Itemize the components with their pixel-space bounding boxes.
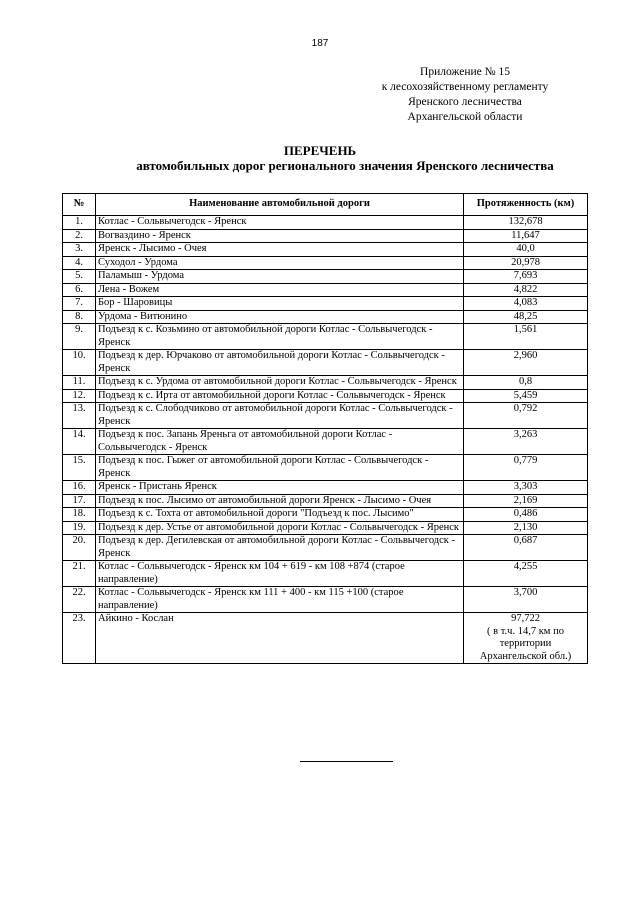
road-length-cell: 5,459 (464, 389, 588, 403)
table-row (63, 535, 588, 561)
road-name: Подъезд к с. Козьмино от автомобильной дороги Котлас - Сольвычегодск - Яренск (96, 324, 464, 350)
row-number: 3. (63, 243, 96, 257)
road-name: Суходол - Урдома (96, 256, 464, 270)
row-number: 16. (63, 481, 96, 495)
row-number: 14. (63, 429, 96, 455)
table-row (63, 310, 588, 324)
road-name: Котлас - Сольвычегодск - Яренск км 111 + 400 - км 115 +100 (старое направление) (96, 587, 464, 613)
road-length-cell: 2,130 (464, 521, 588, 535)
appendix-line: Архангельской области (407, 111, 523, 123)
road-length-cell: 3,700 (464, 587, 588, 613)
table-row (63, 283, 588, 297)
table-row (63, 508, 588, 522)
road-length-cell: 20,978 (464, 256, 588, 270)
table-row (63, 455, 588, 481)
page-number: 187 (311, 38, 329, 49)
appendix-line: Яренского лесничества (408, 96, 522, 108)
road-name: Урдома - Витюнино (96, 310, 464, 324)
road-name: Лена - Вожем (96, 283, 464, 297)
table-row (63, 270, 588, 284)
road-name: Котлас - Сольвычегодск - Яренск км 104 + 619 - км 108 +874 (старое направление) (96, 561, 464, 587)
road-name: Бор - Шаровицы (96, 297, 464, 311)
road-length-cell: 2,169 (464, 494, 588, 508)
road-name: Яренск - Лысимо - Очея (96, 243, 464, 257)
table-row (63, 521, 588, 535)
road-length-cell: 0,486 (464, 508, 588, 522)
row-number: 13. (63, 403, 96, 429)
table-row (63, 613, 588, 664)
road-name: Подъезд к дер. Дегилевская от автомобильной дороги Котлас - Сольвычегодск - Яренск (96, 535, 464, 561)
road-name: Подъезд к с. Ирта от автомобильной дороги Котлас - Сольвычегодск - Яренск (96, 389, 464, 403)
table-body (63, 216, 588, 664)
road-name: Вогваздино - Яренск (96, 229, 464, 243)
appendix-line: к лесохозяйственному регламенту (381, 81, 549, 93)
table-row (63, 216, 588, 230)
table-row (63, 587, 588, 613)
road-name: Яренск - Пристань Яренск (96, 481, 464, 495)
row-number: 18. (63, 508, 96, 522)
road-length-cell: 132,678 (464, 216, 588, 230)
table-row (63, 561, 588, 587)
road-length-cell: 0,8 (464, 376, 588, 390)
row-number: 11. (63, 376, 96, 390)
column-header-road-name: Наименование автомобильной дороги (96, 194, 464, 216)
row-number: 7. (63, 297, 96, 311)
road-length-cell (464, 613, 588, 664)
road-length-note: ( в т.ч. 14,7 км по территории Архангельской обл.) (479, 625, 572, 662)
table-row (63, 297, 588, 311)
row-number: 23. (63, 613, 96, 664)
road-length-cell: 3,303 (464, 481, 588, 495)
column-header-number: № (63, 194, 96, 216)
road-name: Подъезд к пос. Гыжег от автомобильной дороги Котлас - Сольвычегодск - Яренск (96, 455, 464, 481)
row-number: 17. (63, 494, 96, 508)
road-name: Подъезд к пос. Запань Яреньга от автомобильной дороги Котлас - Сольвычегодск - Яренск (96, 429, 464, 455)
table-header-row (63, 194, 588, 216)
road-length-cell: 4,822 (464, 283, 588, 297)
road-name: Подъезд к пос. Лысимо от автомобильной дороги Яренск - Лысимо - Очея (96, 494, 464, 508)
row-number: 20. (63, 535, 96, 561)
road-length-cell: 0,687 (464, 535, 588, 561)
table-row (63, 403, 588, 429)
row-number: 5. (63, 270, 96, 284)
roads-table (62, 193, 588, 664)
table-row (63, 350, 588, 376)
road-length-cell: 4,083 (464, 297, 588, 311)
road-name: Паламыш - Урдома (96, 270, 464, 284)
road-name: Подъезд к дер. Устье от автомобильной дороги Котлас - Сольвычегодск - Яренск (96, 521, 464, 535)
road-length-cell: 3,263 (464, 429, 588, 455)
row-number: 8. (63, 310, 96, 324)
row-number: 21. (63, 561, 96, 587)
road-name: Подъезд к с. Слободчиково от автомобильной дороги Котлас - Сольвычегодск - Яренск (96, 403, 464, 429)
road-name: Котлас - Сольвычегодск - Яренск (96, 216, 464, 230)
road-length-cell: 0,792 (464, 403, 588, 429)
road-name: Подъезд к с. Урдома от автомобильной дороги Котлас - Сольвычегодск - Яренск (96, 376, 464, 390)
table-row (63, 389, 588, 403)
row-number: 4. (63, 256, 96, 270)
row-number: 1. (63, 216, 96, 230)
road-length-cell: 7,693 (464, 270, 588, 284)
table-row (63, 229, 588, 243)
bottom-separator-line (300, 761, 393, 762)
road-length-cell: 1,561 (464, 324, 588, 350)
road-length-cell: 2,960 (464, 350, 588, 376)
row-number: 15. (63, 455, 96, 481)
appendix-header (345, 65, 585, 125)
road-length-cell: 11,647 (464, 229, 588, 243)
table-row (63, 324, 588, 350)
road-length: 97,722 (511, 613, 540, 624)
road-length-cell: 4,255 (464, 561, 588, 587)
road-length-cell: 48,25 (464, 310, 588, 324)
road-length-cell: 0,779 (464, 455, 588, 481)
row-number: 9. (63, 324, 96, 350)
document-subtitle: автомобильных дорог регионального значения Яренского лесничества (136, 158, 554, 173)
table-row (63, 429, 588, 455)
row-number: 19. (63, 521, 96, 535)
table-row (63, 243, 588, 257)
appendix-line: Приложение № 15 (420, 66, 510, 78)
row-number: 6. (63, 283, 96, 297)
road-name: Айкино - Кослан (96, 613, 464, 664)
column-header-length: Протяженность (км) (464, 194, 588, 216)
row-number: 22. (63, 587, 96, 613)
document-title: ПЕРЕЧЕНЬ (283, 143, 357, 158)
table-row (63, 481, 588, 495)
row-number: 2. (63, 229, 96, 243)
table-row (63, 256, 588, 270)
road-name: Подъезд к с. Тохта от автомобильной дороги "Подъезд к пос. Лысимо" (96, 508, 464, 522)
table-row (63, 376, 588, 390)
row-number: 10. (63, 350, 96, 376)
road-length-cell: 40,0 (464, 243, 588, 257)
table-row (63, 494, 588, 508)
row-number: 12. (63, 389, 96, 403)
road-name: Подъезд к дер. Юрчаково от автомобильной дороги Котлас - Сольвычегодск - Яренск (96, 350, 464, 376)
